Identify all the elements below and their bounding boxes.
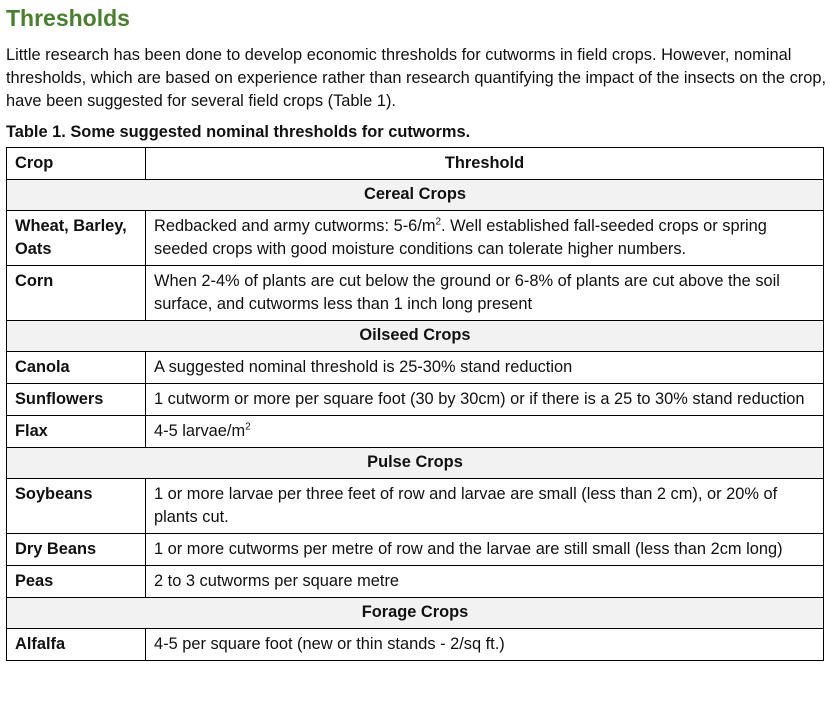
table-body — [7, 180, 824, 661]
table-row — [7, 352, 824, 384]
crop-cell: Wheat, Barley, Oats — [7, 211, 146, 266]
threshold-cell — [146, 566, 824, 598]
header-threshold: Threshold — [146, 148, 824, 180]
section-title: Oilseed Crops — [7, 321, 824, 352]
crop-cell: Flax — [7, 416, 146, 448]
section-row-forage — [7, 598, 824, 629]
threshold-text: 2 to 3 cutworms per square metre — [154, 572, 400, 590]
table-row — [7, 629, 824, 661]
crop-cell: Dry Beans — [7, 534, 146, 566]
threshold-cell — [146, 479, 824, 534]
superscript: 2 — [245, 421, 251, 433]
table-row — [7, 416, 824, 448]
intro-paragraph: Little research has been done to develop economic thresholds for cutworms in field crops. However, nominal thresholds, which are based on experience rather than research quantifying the impact of the insects on the crop, have been suggested for several field crops (Table 1). — [6, 46, 827, 110]
crop-cell: Peas — [7, 566, 146, 598]
table-row — [7, 479, 824, 534]
crop-cell: Soybeans — [7, 479, 146, 534]
threshold-text: 4-5 larvae/m — [154, 422, 246, 440]
crop-cell: Canola — [7, 352, 146, 384]
threshold-text: A suggested nominal threshold is 25-30% stand reduction — [154, 358, 573, 376]
table-row — [7, 384, 824, 416]
threshold-text: Redbacked and army cutworms: 5-6/m — [154, 217, 436, 235]
threshold-cell — [146, 384, 824, 416]
threshold-text: 4-5 per square foot (new or thin stands - 2/sq ft.) — [154, 635, 505, 653]
crop-cell: Corn — [7, 266, 146, 321]
section-title: Forage Crops — [7, 598, 824, 629]
threshold-cell — [146, 266, 824, 321]
crop-cell: Sunflowers — [7, 384, 146, 416]
threshold-cell — [146, 416, 824, 448]
thresholds-table — [6, 147, 824, 661]
section-row-oilseed — [7, 321, 824, 352]
threshold-cell — [146, 629, 824, 661]
threshold-cell — [146, 211, 824, 266]
table-row — [7, 266, 824, 321]
table-row — [7, 566, 824, 598]
section-row-cereal — [7, 180, 824, 211]
header-crop: Crop — [7, 148, 146, 180]
table-caption: Table 1. Some suggested nominal thresholds for cutworms. — [6, 123, 471, 141]
section-heading: Thresholds — [6, 5, 130, 31]
table-row — [7, 211, 824, 266]
threshold-cell — [146, 352, 824, 384]
threshold-text: 1 cutworm or more per square foot (30 by 30cm) or if there is a 25 to 30% stand reduction — [154, 390, 805, 408]
threshold-cell — [146, 534, 824, 566]
table-row — [7, 534, 824, 566]
section-title: Cereal Crops — [7, 180, 824, 211]
threshold-text: 1 or more larvae per three feet of row and larvae are small (less than 2 cm), or 20% of plants cut. — [154, 485, 778, 526]
table-header-row — [7, 148, 824, 180]
superscript: 2 — [435, 216, 442, 228]
threshold-text: When 2-4% of plants are cut below the ground or 6-8% of plants are cut above the soil surface, and cutworms less than 1 inch long present — [154, 272, 780, 313]
section-row-pulse — [7, 448, 824, 479]
threshold-text: 1 or more cutworms per metre of row and the larvae are still small (less than 2cm long) — [154, 540, 783, 558]
section-title: Pulse Crops — [7, 448, 824, 479]
threshold-text-cont: . Well established fall-seeded crops or spring seeded crops with good moisture conditions can tolerate higher numbers. — [154, 217, 767, 258]
crop-cell: Alfalfa — [7, 629, 146, 661]
